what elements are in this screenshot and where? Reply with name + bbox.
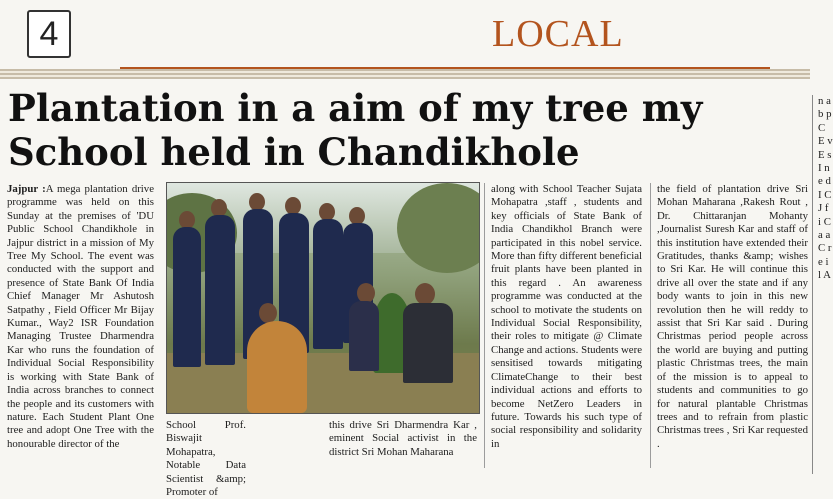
article-photo <box>166 182 480 414</box>
column-divider <box>484 183 485 468</box>
article-headline: Plantation in a aim of my tree my School held in Chandikhole <box>8 86 703 174</box>
section-title: LOCAL <box>492 13 624 55</box>
column-divider <box>650 183 651 468</box>
masthead-rule <box>0 69 810 79</box>
article-column-4: along with School Teacher Sujata Mohapatra ,staff , students and key officials of State Bank of India Chandikhol Branch were participated in this nobel service. More than fifty different beneficial fruit plants have been planted in this regard . An awareness programme was conducted at the school to motivate the students on Individual Social Responsibility, their roles to mitigate @ Climate Change and actions. Students were sensitised towards mitigating ClimateChange to their best individual actions and efforts to become NetZero Leaders in future. Towards his such type of social responsibility and solidarity in <box>491 183 642 450</box>
article-column-5: the field of plantation drive Sri Mohan Maharana ,Rakesh Rout , Dr. Chittaranjan Mohanty ,Journalist Suresh Kar and staff of this institution have extended their Gratitudes, thanks &amp; wishes to Sri Kar. He will continue this drive all over the state and if any body wants to join in this new revolution then he will reddy to assist that Sri Kar said . During Christmas period people across the world are buying and putting plastic Christmas trees, the main of the mission is to appeal to students and communities to go for natural plantable Christmas trees and to refrain from plastic Christmas trees , Sri Kar requested . <box>657 183 808 450</box>
article-column-2: School Prof. Biswajit Mohapatra, Notable Data Scientist &amp; Promoter of <box>166 419 246 499</box>
article-column-3: this drive Sri Dharmendra Kar , eminent Social activist in the district Sri Mohan Maharana <box>329 419 477 458</box>
edge-column-fragment: n a b p C E v E s I n e d I C J f i C a a C r e i l A <box>818 95 833 282</box>
article-column-1-text: A mega plantation drive programme was held on this Sunday at the premises of 'DU Public School Chandikhole in Jajpur district in a mission of My Tree My School. The event was conducted with the support and presence of State Bank Of India Chief Manager Mr Ashutosh Satpathy , Field Officer Mr Bijay Kumar., Way2 ISR Foundation Managing Trustee Dharmendra Kar who runs the foundation of Individual Social Responsibility is working with State Bank of India across branches to connect the people and its customers with nature. Each Student Plant One tree and adopt One Tree with the honourable director of the <box>7 183 155 450</box>
article-dateline: Jajpur : <box>7 183 46 195</box>
page-number: 4 <box>27 10 71 58</box>
edge-column-divider <box>812 95 813 474</box>
article-column-1 <box>7 183 154 451</box>
